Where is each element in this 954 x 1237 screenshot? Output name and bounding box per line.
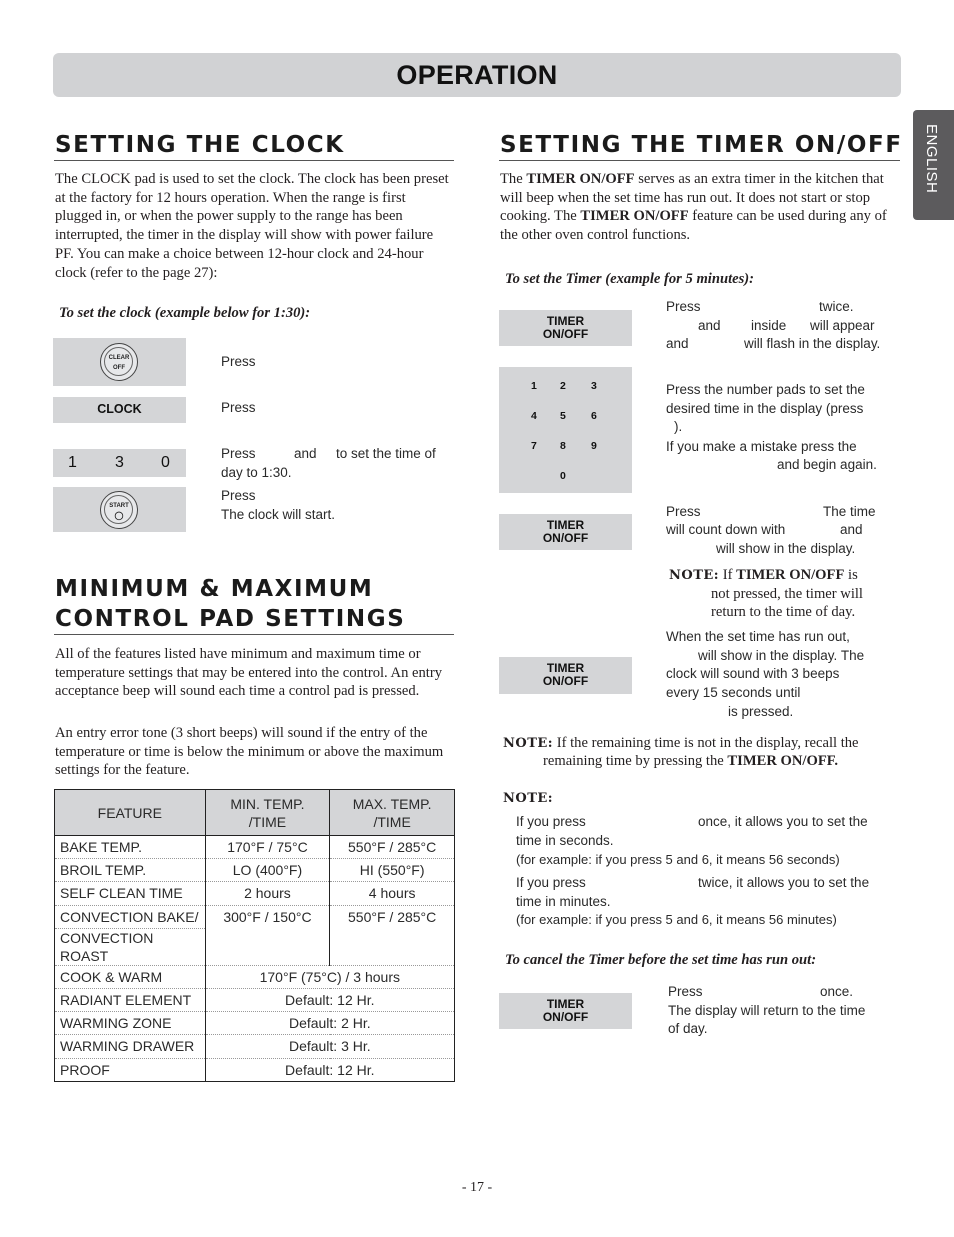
timer-intro-d: TIMER ON/OFF (580, 208, 689, 225)
row-value: Default: 12 Hr. (205, 988, 454, 1011)
timer-pad-line1: TIMER (546, 518, 585, 532)
limits-para1: All of the features listed have minimum and maximum time or temperature settings that may be entered into the control. An entry acceptance beep will sound each time a control pad is pressed. (55, 646, 443, 700)
row-value: Default: 3 Hr. (205, 1035, 454, 1058)
header-max: MAX. TEMP. /TIME (330, 790, 455, 836)
number-keypad[interactable] (499, 367, 632, 493)
timer-note1-l2: not pressed, the timer will (711, 586, 863, 602)
timer-intro (500, 170, 900, 245)
row-feature: CONVECTION ROAST (55, 928, 206, 965)
clock-step3-line2: day to 1:30. (221, 465, 292, 480)
row-feature: RADIANT ELEMENT (55, 988, 206, 1011)
header-min: MIN. TEMP. /TIME (205, 790, 330, 836)
start-pad[interactable] (53, 487, 186, 532)
timer-on-off-pad[interactable] (499, 310, 632, 346)
timer-step1-l3b: will flash in the display. (744, 336, 881, 351)
timer-on-off-pad[interactable] (499, 657, 632, 694)
clock-step4-line2: The clock will start. (221, 507, 336, 522)
row-feature: WARMING ZONE (55, 1012, 206, 1035)
timer-step4-l1: When the set time has run out, (666, 629, 850, 644)
row-max: 550°F / 285°C (330, 836, 455, 859)
clock-heading-rule (54, 160, 454, 161)
row-feature: COOK & WARM (55, 965, 206, 988)
cancel-l3: of day. (668, 1021, 708, 1036)
header-banner (53, 53, 901, 97)
timer-intro-c: serves as an extra timer in the kitchen that will beep when the set time has run out. It does not start or stop cooking. The (500, 171, 884, 225)
timer-note3-p2d: (for example: if you press 5 and 6, it means 56 minutes) (516, 912, 837, 927)
timer-pad-line2: ON/OFF (542, 674, 589, 688)
timer-step3-l1b: The time (823, 504, 876, 519)
keypad-2[interactable]: 2 (560, 380, 566, 392)
row-feature: PROOF (55, 1058, 206, 1081)
row-feature: WARMING DRAWER (55, 1035, 206, 1058)
clear-off-pad[interactable] (53, 338, 186, 386)
timer-note3-p2a: If you press (516, 875, 586, 890)
timer-pad-line1: TIMER (546, 997, 585, 1011)
table-row (55, 965, 455, 988)
row-feature: BAKE TEMP. (55, 836, 206, 859)
number-pad-1[interactable]: 1 (68, 454, 77, 471)
keypad-1[interactable]: 1 (531, 380, 537, 392)
row-max: 4 hours (330, 882, 455, 905)
timer-note2-c: TIMER ON/OFF. (727, 753, 838, 769)
timer-note2 (503, 734, 903, 754)
timer-note1-c: is (844, 567, 858, 583)
keypad-9[interactable]: 9 (591, 440, 597, 452)
cancel-l1b: once. (820, 984, 854, 999)
timer-step1-l1b: twice. (819, 299, 854, 314)
timer-step2-l4: If you make a mistake press the (666, 439, 857, 454)
clock-step3-line1a: Press (221, 446, 256, 461)
timer-step1-l3a: and (666, 336, 689, 351)
row-min: 2 hours (205, 882, 330, 905)
table-row (55, 988, 455, 1011)
limits-heading-line2: CONTROL PAD SETTINGS (55, 606, 406, 632)
timer-pad-line2: ON/OFF (542, 1010, 589, 1024)
row-max-empty (330, 928, 455, 965)
clock-step4-line1: Press (221, 488, 256, 503)
row-feature: CONVECTION BAKE/ (55, 905, 206, 928)
number-pad-0[interactable]: 0 (161, 454, 170, 471)
timer-step3-l3: will show in the display. (716, 541, 856, 556)
timer-step4-l5: is pressed. (728, 704, 794, 719)
off-label: OFF (113, 365, 125, 371)
table-row (55, 928, 455, 965)
timer-intro-a: The (500, 171, 527, 187)
keypad-5[interactable]: 5 (560, 410, 566, 422)
timer-note3-p1b: once, it allows you to set the (698, 814, 868, 829)
timer-heading: SETTING THE TIMER ON/OFF (500, 132, 903, 158)
clock-step1-text: Press (221, 354, 256, 369)
row-min-empty (205, 928, 330, 965)
lock-icon: ◯ (114, 511, 124, 520)
clock-intro: The CLOCK pad is used to set the clock. The clock has been preset at the factory for 12 hours operation. When the range is first plugged in, or when the power supply to the range has been interrupted, the timer in the display will show with power failure PF. You can make a choice between 12-hour clock and 24-hour clock (refer to the page 27): (55, 171, 449, 281)
page-title: OPERATION (396, 60, 558, 90)
clock-step2-text: Press (221, 400, 256, 415)
keypad-7[interactable]: 7 (531, 440, 537, 452)
timer-heading-rule (499, 160, 900, 161)
limits-para2: An entry error tone (3 short beeps) will sound if the entry of the temperature or time is below the minimum or above the maximum settings for the feature. (55, 725, 444, 779)
keypad-3[interactable]: 3 (591, 380, 597, 392)
cancel-heading: To cancel the Timer before the set time has run out: (505, 952, 817, 968)
timer-example-heading: To set the Timer (example for 5 minutes): (505, 271, 755, 287)
timer-step1-l2b: inside (751, 318, 787, 333)
table-row (55, 859, 455, 882)
clock-pad[interactable] (53, 397, 186, 423)
clock-pad-label: CLOCK (97, 402, 142, 416)
timer-step2-l3: ). (674, 419, 683, 434)
number-pad-3[interactable]: 3 (115, 454, 124, 471)
timer-on-off-pad[interactable] (499, 993, 632, 1029)
keypad-0[interactable]: 0 (560, 470, 566, 482)
table-row (55, 905, 455, 928)
language-tab-label: ENGLISH (923, 124, 940, 194)
note-label: NOTE: (503, 736, 554, 751)
table-row (55, 836, 455, 859)
timer-note3-p2b: twice, it allows you to set the (698, 875, 870, 890)
header-feature: FEATURE (55, 790, 206, 836)
timer-pad-label (499, 315, 632, 341)
timer-note2-b: remaining time by pressing the (543, 753, 728, 769)
row-value: Default: 12 Hr. (205, 1058, 454, 1081)
timer-note3-p2c: time in minutes. (516, 894, 611, 909)
timer-note1-a: If (722, 567, 737, 583)
row-feature: SELF CLEAN TIME (55, 882, 206, 905)
clock-step3-line1c: to set the time of (336, 446, 436, 461)
timer-pad-line1: TIMER (546, 661, 585, 675)
timer-pad-label (499, 662, 632, 688)
timer-note1 (669, 566, 899, 586)
page-number: - 17 - (461, 1180, 493, 1195)
timer-pad-label (499, 998, 632, 1024)
timer-intro-b: TIMER ON/OFF (526, 171, 635, 187)
table-row (55, 1035, 455, 1058)
note-label: NOTE: (669, 568, 720, 583)
timer-note1-b: TIMER ON/OFF (736, 567, 845, 583)
row-feature: BROIL TEMP. (55, 859, 206, 882)
timer-step3-l2b: and (840, 522, 863, 537)
limits-heading-line1: MINIMUM & MAXIMUM (55, 576, 374, 602)
timer-step3-l2a: will count down with (666, 522, 786, 537)
cancel-l2: The display will return to the time (668, 1003, 866, 1018)
keypad-8[interactable]: 8 (560, 440, 566, 452)
row-min: 170°F / 75°C (205, 836, 330, 859)
language-tab (913, 110, 954, 220)
timer-step3-l1a: Press (666, 504, 701, 519)
timer-on-off-pad[interactable] (499, 514, 632, 550)
timer-pad-line2: ON/OFF (542, 531, 589, 545)
clock-number-pads[interactable] (53, 449, 186, 477)
timer-step4-l3: clock will sound with 3 beeps (666, 666, 840, 681)
row-min: LO (400°F) (205, 859, 330, 882)
clear-label: CLEAR (108, 355, 130, 361)
row-max: HI (550°F) (330, 859, 455, 882)
timer-note1-l3: return to the time of day. (711, 604, 856, 620)
cancel-l1a: Press (668, 984, 703, 999)
limits-table (54, 789, 455, 1082)
row-value: 170°F (75°C) / 3 hours (205, 965, 454, 988)
table-row (55, 1012, 455, 1035)
timer-step1-l2a: and (698, 318, 721, 333)
timer-step4-l4: every 15 seconds until (666, 685, 801, 700)
clock-heading: SETTING THE CLOCK (55, 132, 345, 158)
clear-off-button-icon (100, 343, 138, 381)
timer-step1-l1a: Press (666, 299, 701, 314)
keypad-6[interactable]: 6 (591, 410, 597, 422)
timer-intro-e: feature can be used during any of the other oven control functions. (500, 208, 887, 244)
timer-note2-a: If the remaining time is not in the display, recall the (556, 735, 859, 751)
start-button-icon (100, 491, 138, 529)
table-row (55, 882, 455, 905)
timer-step2-l5: and begin again. (777, 457, 877, 472)
timer-pad-line2: ON/OFF (542, 327, 589, 341)
row-max: 550°F / 285°C (330, 905, 455, 928)
table-header-row (55, 790, 455, 836)
note-label: NOTE: (503, 791, 554, 806)
keypad-4[interactable]: 4 (531, 410, 537, 422)
timer-step2-l1: Press the number pads to set the (666, 382, 865, 397)
clock-step3-line1b: and (294, 446, 317, 461)
row-value: Default: 2 Hr. (205, 1012, 454, 1035)
timer-step4-l2: will show in the display. The (698, 648, 865, 663)
row-min: 300°F / 150°C (205, 905, 330, 928)
timer-note3-p1c: time in seconds. (516, 833, 614, 848)
timer-note2-line2 (543, 752, 838, 771)
clock-example-heading: To set the clock (example below for 1:30): (59, 305, 311, 321)
limits-heading-rule (54, 634, 454, 635)
timer-pad-line1: TIMER (546, 314, 585, 328)
table-row (55, 1058, 455, 1081)
timer-pad-label (499, 519, 632, 545)
timer-note3-p1d: (for example: if you press 5 and 6, it means 56 seconds) (516, 852, 840, 867)
timer-step1-l2c: will appear (810, 318, 875, 333)
timer-note3-p1a: If you press (516, 814, 586, 829)
timer-step2-l2: desired time in the display (press (666, 401, 864, 416)
start-label: START (109, 503, 129, 509)
